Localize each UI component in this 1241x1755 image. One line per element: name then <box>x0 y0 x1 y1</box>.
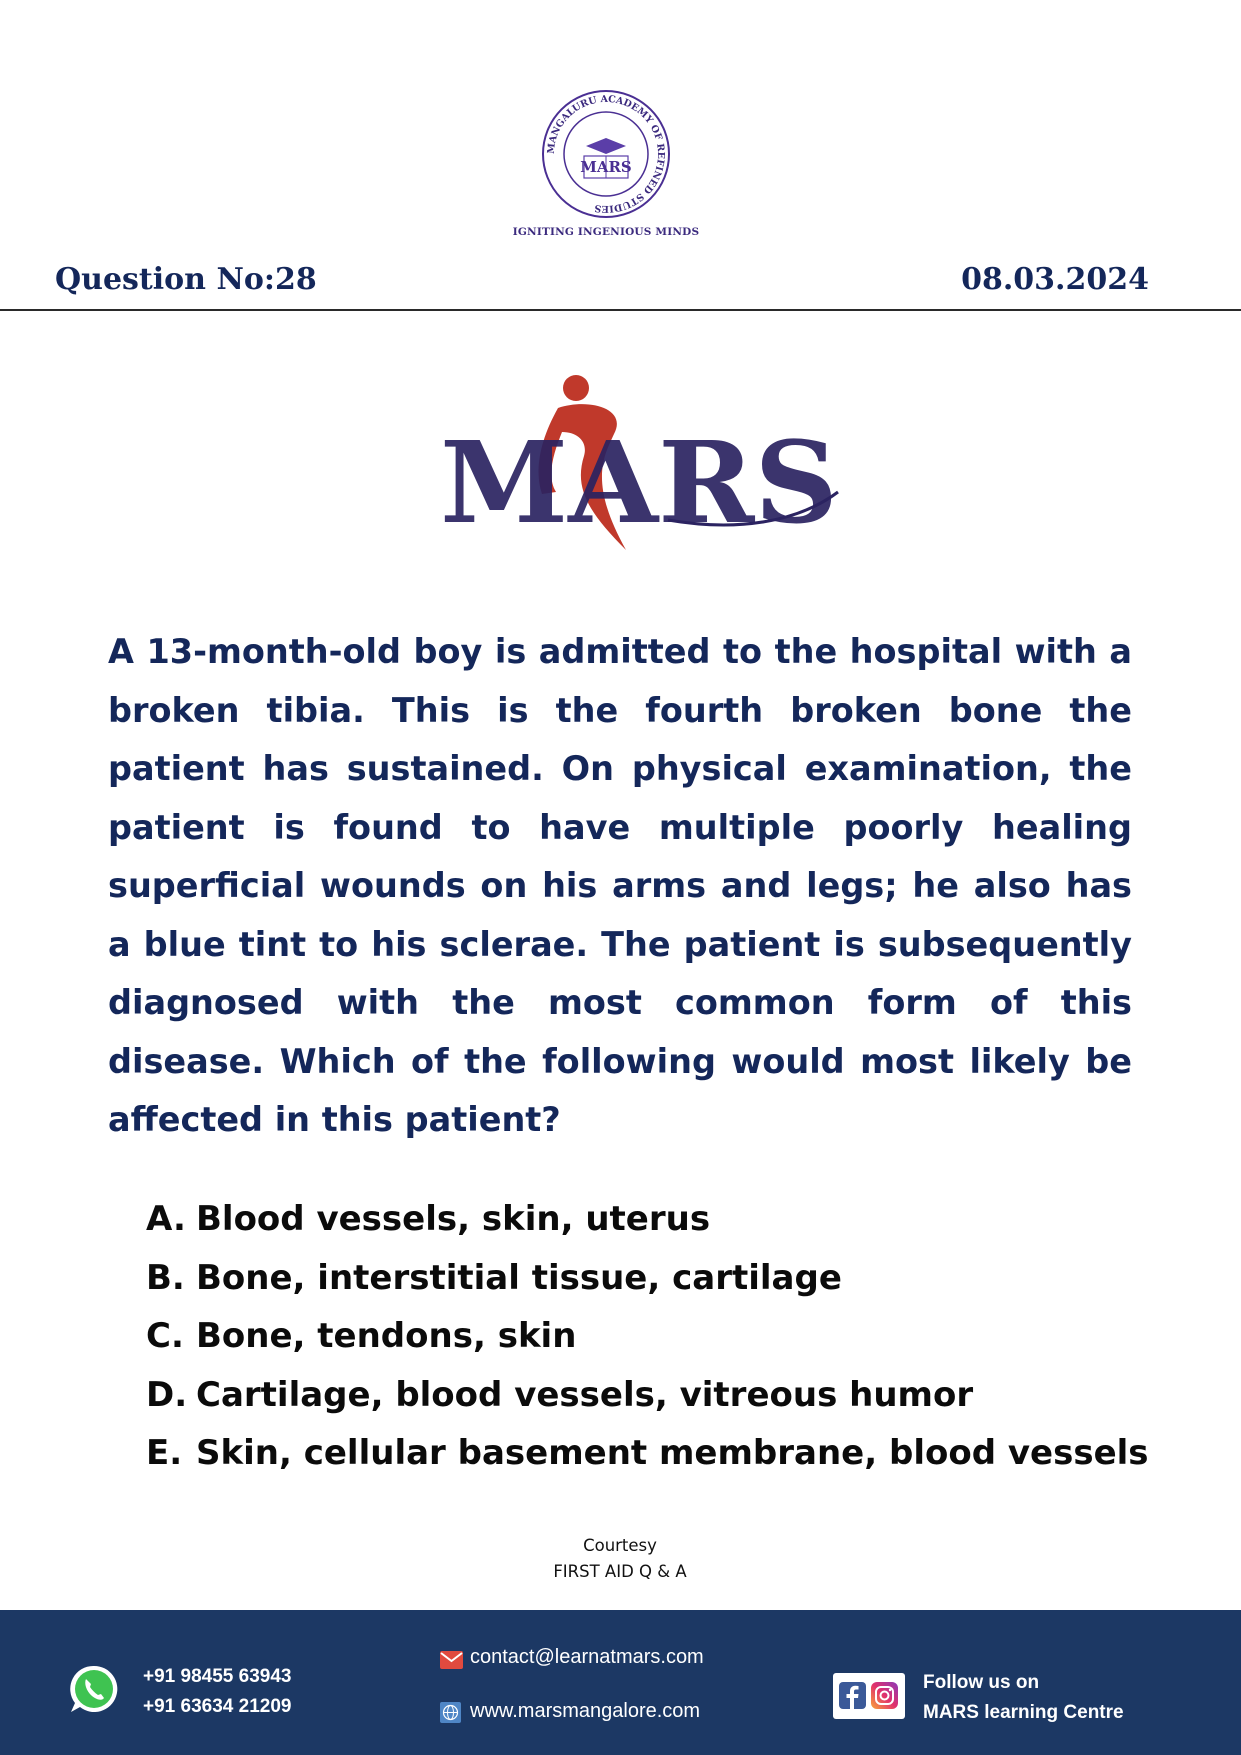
contact-email[interactable]: contact@learnatmars.com <box>470 1646 704 1668</box>
option-d <box>146 1366 1146 1425</box>
whatsapp-icon <box>68 1663 120 1715</box>
mars-wordmark-logo <box>438 372 842 568</box>
option-letter: A. <box>146 1199 186 1239</box>
seal-tagline: IGNITING INGENIOUS MINDS <box>512 226 700 238</box>
mail-icon <box>440 1651 463 1669</box>
question-date: 08.03.2024 <box>961 262 1149 297</box>
facebook-icon[interactable] <box>839 1682 866 1709</box>
follow-line-1: Follow us on <box>923 1672 1040 1693</box>
question-text: A 13-month-old boy is admitted to the hospital with a broken tibia. This is the fourth broken bone the patient has sustained. On physical examination, the patient is found to have multiple poorly healing superficial wounds on his arms and legs; he also has a blue tint to his sclerae. The patient is subsequently diagnosed with the most common form of this disease. Which of the following would most likely be affected in this patient? <box>108 632 1132 1139</box>
website-link[interactable]: www.marsmangalore.com <box>470 1700 701 1722</box>
courtesy-source: FIRST AID Q & A <box>553 1562 687 1581</box>
academy-seal-logo <box>538 86 674 222</box>
option-e <box>146 1424 1149 1483</box>
follow-line-2: MARS learning Centre <box>923 1702 1124 1723</box>
social-icons <box>833 1673 905 1719</box>
answer-options <box>146 1190 1149 1483</box>
courtesy-label: Courtesy <box>583 1536 657 1555</box>
courtesy-note <box>470 1533 770 1585</box>
option-b <box>146 1249 1146 1308</box>
option-text: Bone, interstitial tissue, cartilage <box>196 1257 842 1298</box>
phone-number-1: +91 98455 63943 <box>143 1666 292 1687</box>
svg-text:MARS: MARS <box>580 158 632 176</box>
follow-us-text <box>923 1668 1124 1728</box>
question-number: Question No:28 <box>55 262 317 297</box>
svg-text:MANGALURU ACADEMY OF REFINED S: MANGALURU ACADEMY OF REFINED STUDIES <box>545 93 667 215</box>
svg-text:MARS: MARS <box>440 418 838 549</box>
header-divider <box>0 309 1241 311</box>
option-text: Cartilage, blood vessels, vitreous humor <box>196 1374 974 1415</box>
option-text: Bone, tendons, skin <box>196 1316 577 1356</box>
option-letter: D. <box>146 1374 188 1415</box>
option-letter: E. <box>146 1433 183 1473</box>
option-text: Skin, cellular basement membrane, blood vessels <box>196 1433 1149 1473</box>
phone-number-2: +91 63634 21209 <box>143 1696 292 1717</box>
option-c <box>146 1307 1146 1366</box>
phone-numbers <box>143 1662 291 1722</box>
globe-icon <box>440 1702 461 1723</box>
option-letter: B. <box>146 1257 185 1298</box>
option-a <box>146 1190 1146 1249</box>
option-text: Blood vessels, skin, uterus <box>196 1199 711 1239</box>
option-letter: C. <box>146 1316 184 1356</box>
contact-footer <box>0 1610 1241 1755</box>
instagram-icon[interactable] <box>871 1682 898 1709</box>
